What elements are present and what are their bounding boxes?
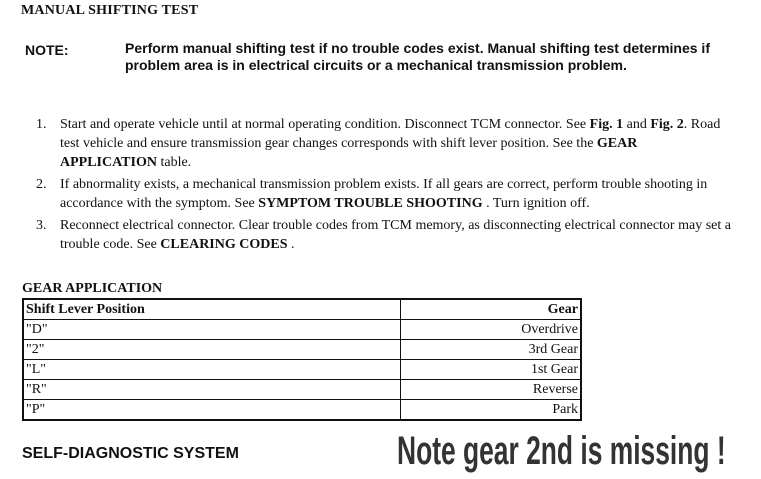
step-text-part: . Road test vehicle and ensure transmission gear changes corresponds with shift lever position. See the — [60, 117, 721, 151]
gear-cell: Reverse — [401, 380, 582, 400]
shift-lever-cell: "D" — [23, 320, 401, 340]
note-text: Perform manual shifting test if no trouble codes exist. Manual shifting test determines if problem area is in electrical circuits or a mechanical transmission problem. — [125, 40, 710, 73]
step-text-part: . — [287, 237, 295, 252]
gear-cell: Park — [401, 400, 582, 421]
gear-table-title: GEAR APPLICATION — [22, 281, 163, 296]
gear-cell: Overdrive — [401, 320, 582, 340]
handwritten-annotation: Note gear 2nd is missing ! — [397, 429, 726, 473]
table-row — [23, 360, 581, 380]
step-text-part: Reconnect electrical connector. Clear trouble codes from TCM memory, as disconnecting electrical connector may set a trouble code. See — [60, 218, 731, 252]
step-text — [60, 115, 736, 172]
clearing-codes-link[interactable]: CLEARING CODES — [160, 237, 288, 252]
step-text-part: . Turn ignition off. — [482, 196, 590, 211]
page-title: MANUAL SHIFTING TEST — [21, 3, 199, 18]
table-header-row — [23, 299, 581, 320]
step-text-part: If abnormality exists, a mechanical transmission problem exists. If all gears are correct, perform trouble shooting in accordance with the symptom. See — [60, 177, 708, 211]
step-number: 3. — [36, 218, 47, 233]
table-row — [23, 340, 581, 360]
gear-application-table — [22, 298, 582, 421]
gear-application-link[interactable]: GEAR APPLICATION — [60, 136, 638, 170]
table-row — [23, 380, 581, 400]
section-title: SELF-DIAGNOSTIC SYSTEM — [22, 445, 239, 462]
note-label: NOTE: — [25, 42, 69, 58]
shift-lever-cell: "2" — [23, 340, 401, 360]
symptom-trouble-shooting-link[interactable]: SYMPTOM TROUBLE SHOOTING — [258, 196, 483, 211]
step-2 — [36, 175, 736, 213]
gear-cell: 3rd Gear — [401, 340, 582, 360]
step-text — [60, 216, 736, 254]
column-header-gear: Gear — [401, 299, 582, 320]
step-number: 1. — [36, 117, 47, 132]
fig-2-link[interactable]: Fig. 2 — [650, 117, 684, 132]
step-text-part: Start and operate vehicle until at normal operating condition. Disconnect TCM connector. See — [60, 117, 590, 132]
shift-lever-cell: "L" — [23, 360, 401, 380]
step-text — [60, 175, 736, 213]
step-number: 2. — [36, 177, 47, 192]
step-text-part: and — [623, 117, 651, 132]
shift-lever-cell: "R" — [23, 380, 401, 400]
steps-list — [36, 115, 736, 257]
step-1 — [36, 115, 736, 172]
table-row — [23, 400, 581, 421]
column-header-shift-lever: Shift Lever Position — [23, 299, 401, 320]
fig-1-link[interactable]: Fig. 1 — [589, 117, 624, 132]
step-3 — [36, 216, 736, 254]
gear-cell: 1st Gear — [401, 360, 582, 380]
shift-lever-cell: "P" — [23, 400, 401, 421]
table-row — [23, 320, 581, 340]
step-text-part: table. — [156, 155, 192, 170]
